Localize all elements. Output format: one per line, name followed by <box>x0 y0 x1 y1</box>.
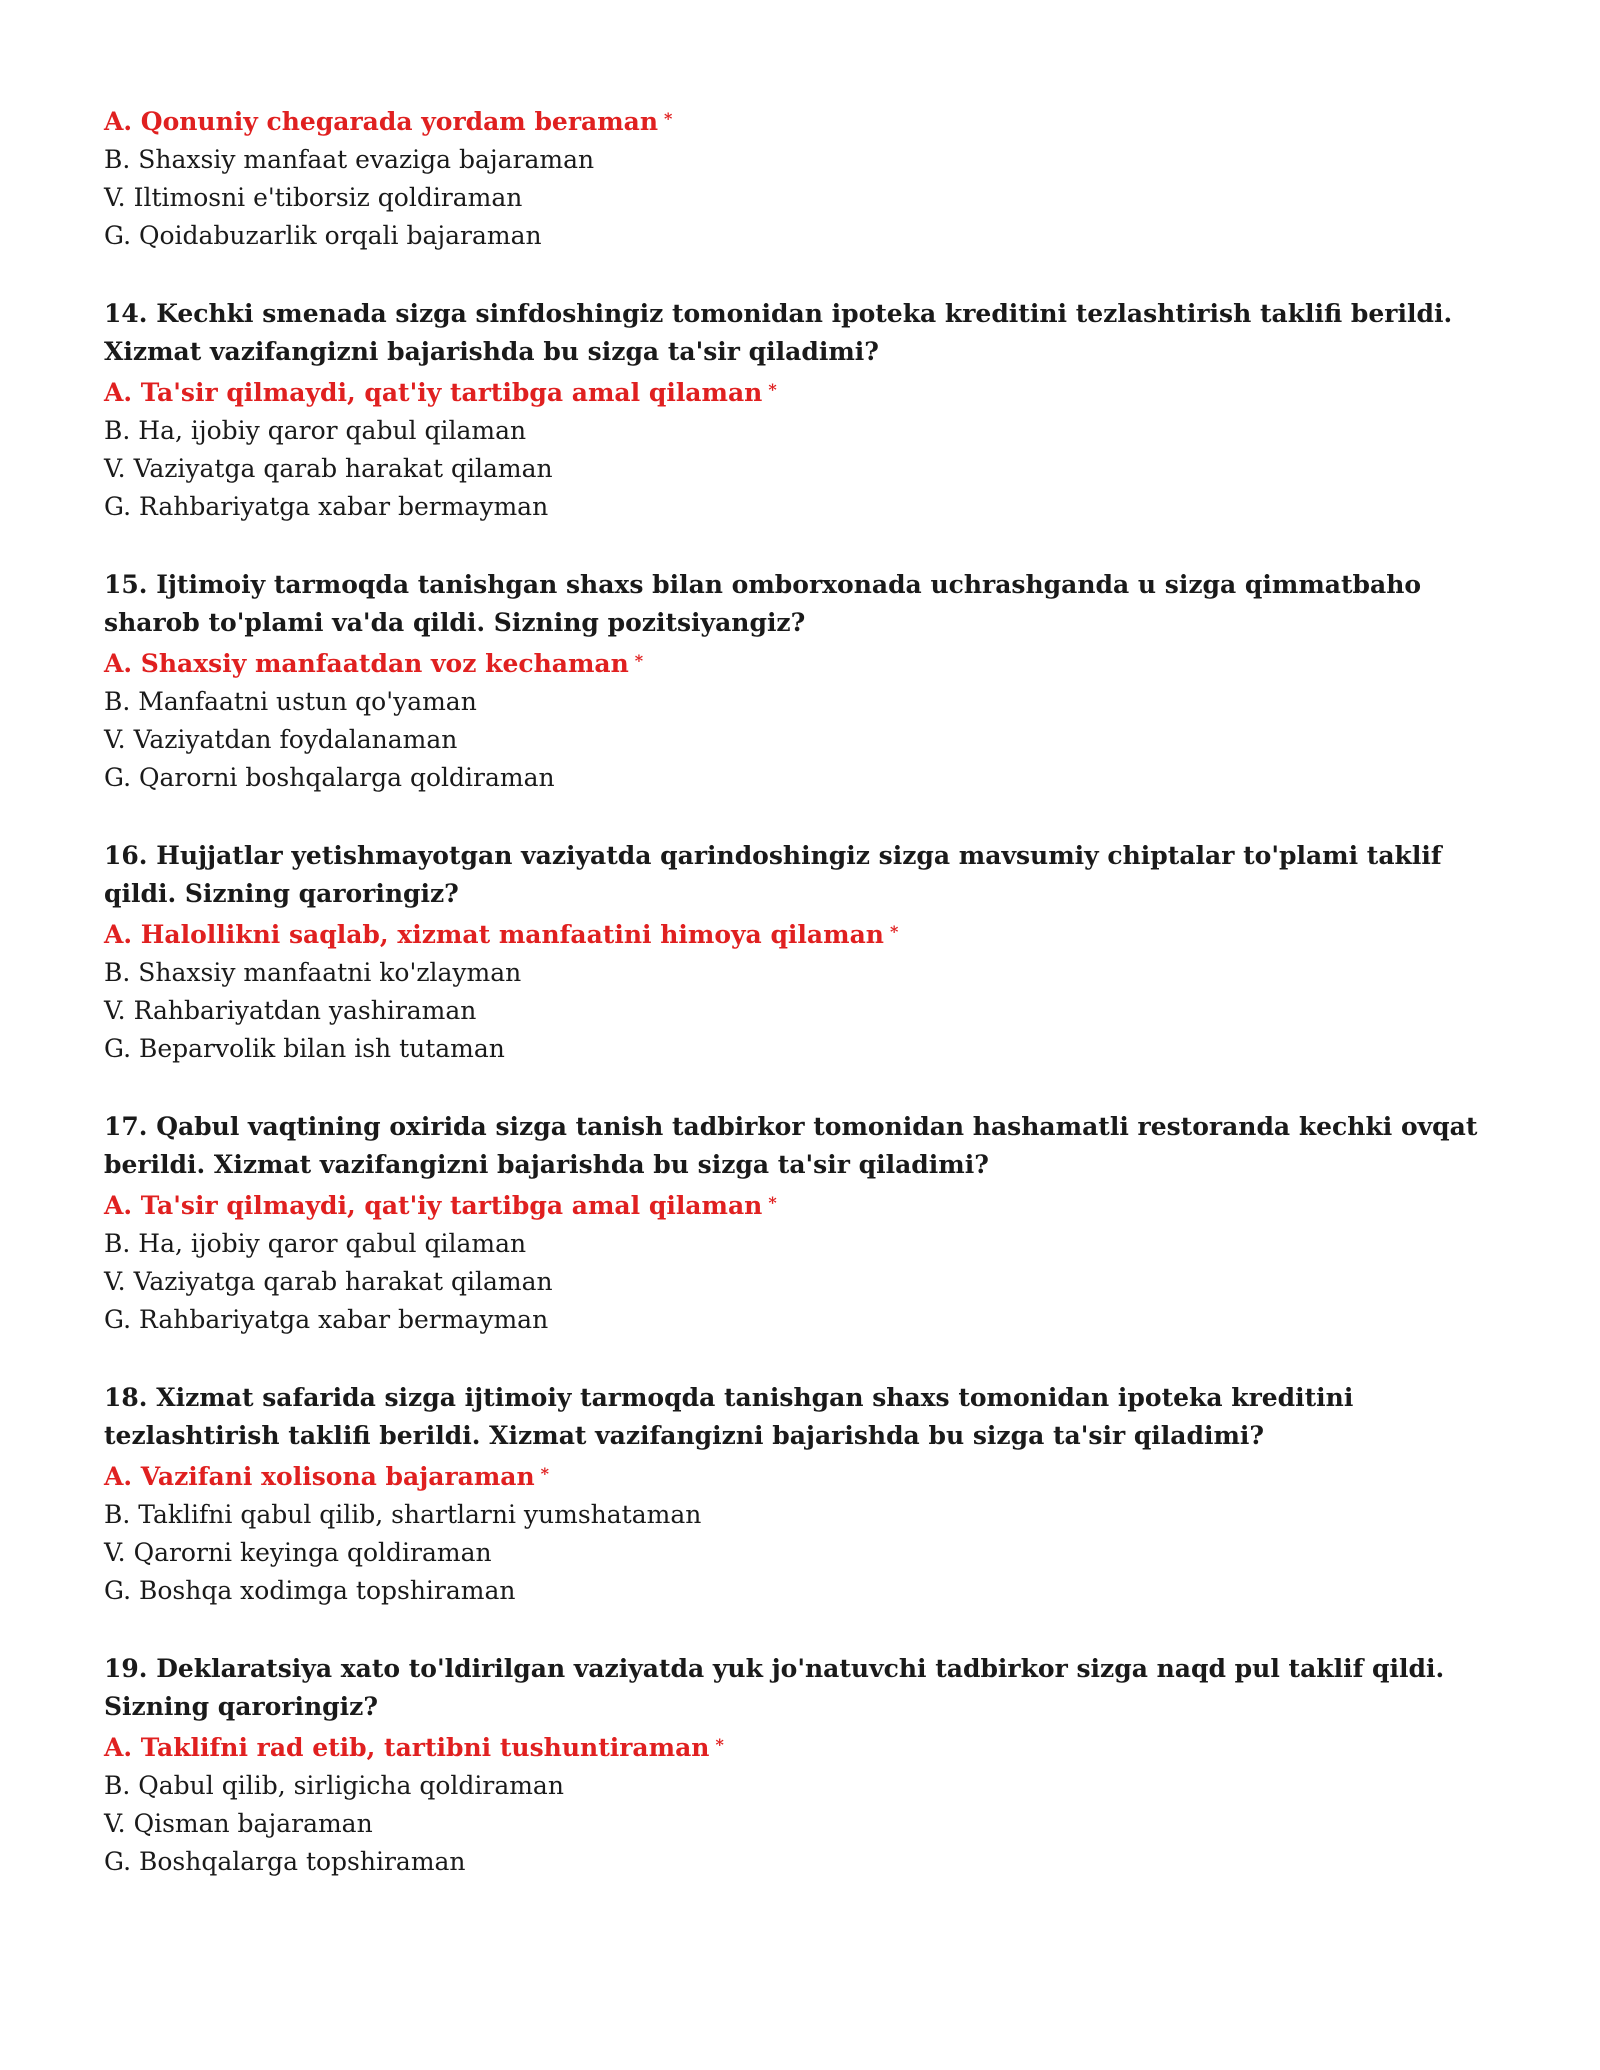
option-text: B. Shaxsiy manfaat evaziga bajaraman <box>104 145 595 174</box>
answer-option <box>104 954 1504 992</box>
answer-option <box>104 1572 1504 1610</box>
option-text: A. Ta'sir qilmaydi, qat'iy tartibga amal qilaman <box>104 378 763 407</box>
correct-asterisk-icon: * <box>664 109 673 128</box>
question-block <box>104 1379 1504 1610</box>
answer-option <box>104 450 1504 488</box>
correct-answer-option <box>104 100 1504 141</box>
option-text: B. Ha, ijobiy qaror qabul qilaman <box>104 1229 527 1258</box>
answer-option <box>104 759 1504 797</box>
question-block <box>104 100 1504 255</box>
correct-answer-option <box>104 1184 1504 1225</box>
block-gap <box>104 1610 1504 1650</box>
answer-option <box>104 1534 1504 1572</box>
question-text: 17. Qabul vaqtining oxirida sizga tanish tadbirkor tomonidan hashamatli restoranda kechki ovqat berildi. Xizmat vazifangizni bajarishda bu sizga ta'sir qiladimi? <box>104 1112 1478 1179</box>
block-gap <box>104 255 1504 295</box>
block-gap <box>104 1068 1504 1108</box>
option-text: V. Qisman bajaraman <box>104 1809 373 1838</box>
correct-asterisk-icon: * <box>768 380 777 399</box>
question-block <box>104 1650 1504 1881</box>
question-text: 14. Kechki smenada sizga sinfdoshingiz tomonidan ipoteka kreditini tezlashtirish taklifi berildi. Xizmat vazifangizni bajarishda bu sizga ta'sir qiladimi? <box>104 299 1453 366</box>
answer-option <box>104 141 1504 179</box>
option-text: G. Beparvolik bilan ish tutaman <box>104 1034 505 1063</box>
option-text: B. Taklifni qabul qilib, shartlarni yumshataman <box>104 1500 702 1529</box>
answer-option <box>104 1301 1504 1339</box>
option-text: B. Shaxsiy manfaatni ko'zlayman <box>104 958 522 987</box>
option-text: A. Halollikni saqlab, xizmat manfaatini himoya qilaman <box>104 920 884 949</box>
answer-option <box>104 217 1504 255</box>
correct-answer-option <box>104 371 1504 412</box>
option-text: G. Qoidabuzarlik orqali bajaraman <box>104 221 542 250</box>
option-text: G. Boshqalarga topshiraman <box>104 1847 466 1876</box>
option-text: V. Vaziyatga qarab harakat qilaman <box>104 454 553 483</box>
option-text: G. Boshqa xodimga topshiraman <box>104 1576 516 1605</box>
option-text: B. Manfaatni ustun qo'yaman <box>104 687 477 716</box>
correct-asterisk-icon: * <box>889 922 899 941</box>
answer-option <box>104 179 1504 217</box>
answer-option <box>104 412 1504 450</box>
option-text: B. Ha, ijobiy qaror qabul qilaman <box>104 416 527 445</box>
answer-option <box>104 721 1504 759</box>
question-block <box>104 295 1504 526</box>
correct-asterisk-icon: * <box>634 651 644 670</box>
answer-option <box>104 1030 1504 1068</box>
answer-option <box>104 1225 1504 1263</box>
option-text: V. Vaziyatga qarab harakat qilaman <box>104 1267 553 1296</box>
option-text: V. Vaziyatdan foydalanaman <box>104 725 458 754</box>
question-block <box>104 837 1504 1068</box>
correct-asterisk-icon: * <box>715 1735 724 1754</box>
question-text: 19. Deklaratsiya xato to'ldirilgan vaziyatda yuk jo'natuvchi tadbirkor sizga naqd pul taklif qildi. Sizning qaroringiz? <box>104 1654 1445 1721</box>
option-text: V. Qarorni keyinga qoldiraman <box>104 1538 492 1567</box>
option-text: A. Shaxsiy manfaatdan voz kechaman <box>104 649 629 678</box>
answer-option <box>104 683 1504 721</box>
question-text: 18. Xizmat safarida sizga ijtimoiy tarmoqda tanishgan shaxs tomonidan ipoteka kreditini tezlashtirish taklifi berildi. Xizmat vazifangizni bajarishda bu sizga ta'sir qiladimi? <box>104 1383 1354 1450</box>
option-text: G. Rahbariyatga xabar bermayman <box>104 492 549 521</box>
answer-option <box>104 1805 1504 1843</box>
option-text: A. Qonuniy chegarada yordam beraman <box>104 107 659 136</box>
document-page <box>104 100 1504 1881</box>
option-text: V. Iltimosni e'tiborsiz qoldiraman <box>104 183 523 212</box>
answer-option <box>104 1496 1504 1534</box>
option-text: A. Vazifani xolisona bajaraman <box>104 1462 535 1491</box>
option-text: A. Ta'sir qilmaydi, qat'iy tartibga amal qilaman <box>104 1191 763 1220</box>
correct-answer-option <box>104 642 1504 683</box>
correct-answer-option <box>104 1455 1504 1496</box>
option-text: V. Rahbariyatdan yashiraman <box>104 996 477 1025</box>
block-gap <box>104 1339 1504 1379</box>
correct-asterisk-icon: * <box>768 1193 777 1212</box>
block-gap <box>104 797 1504 837</box>
correct-answer-option <box>104 1726 1504 1767</box>
block-gap <box>104 526 1504 566</box>
question-block <box>104 566 1504 797</box>
answer-option <box>104 1843 1504 1881</box>
question-block <box>104 1108 1504 1339</box>
answer-option <box>104 992 1504 1030</box>
correct-asterisk-icon: * <box>540 1464 550 1483</box>
answer-option <box>104 488 1504 526</box>
option-text: A. Taklifni rad etib, tartibni tushuntiraman <box>104 1733 710 1762</box>
option-text: G. Rahbariyatga xabar bermayman <box>104 1305 549 1334</box>
answer-option <box>104 1263 1504 1301</box>
question-text: 15. Ijtimoiy tarmoqda tanishgan shaxs bilan omborxonada uchrashganda u sizga qimmatbaho sharob to'plami va'da qildi. Sizning pozitsiyangiz? <box>104 570 1422 637</box>
question-text: 16. Hujjatlar yetishmayotgan vaziyatda qarindoshingiz sizga mavsumiy chiptalar to'plami taklif qildi. Sizning qaroringiz? <box>104 841 1442 908</box>
correct-answer-option <box>104 913 1504 954</box>
option-text: B. Qabul qilib, sirligicha qoldiraman <box>104 1771 564 1800</box>
answer-option <box>104 1767 1504 1805</box>
option-text: G. Qarorni boshqalarga qoldiraman <box>104 763 555 792</box>
